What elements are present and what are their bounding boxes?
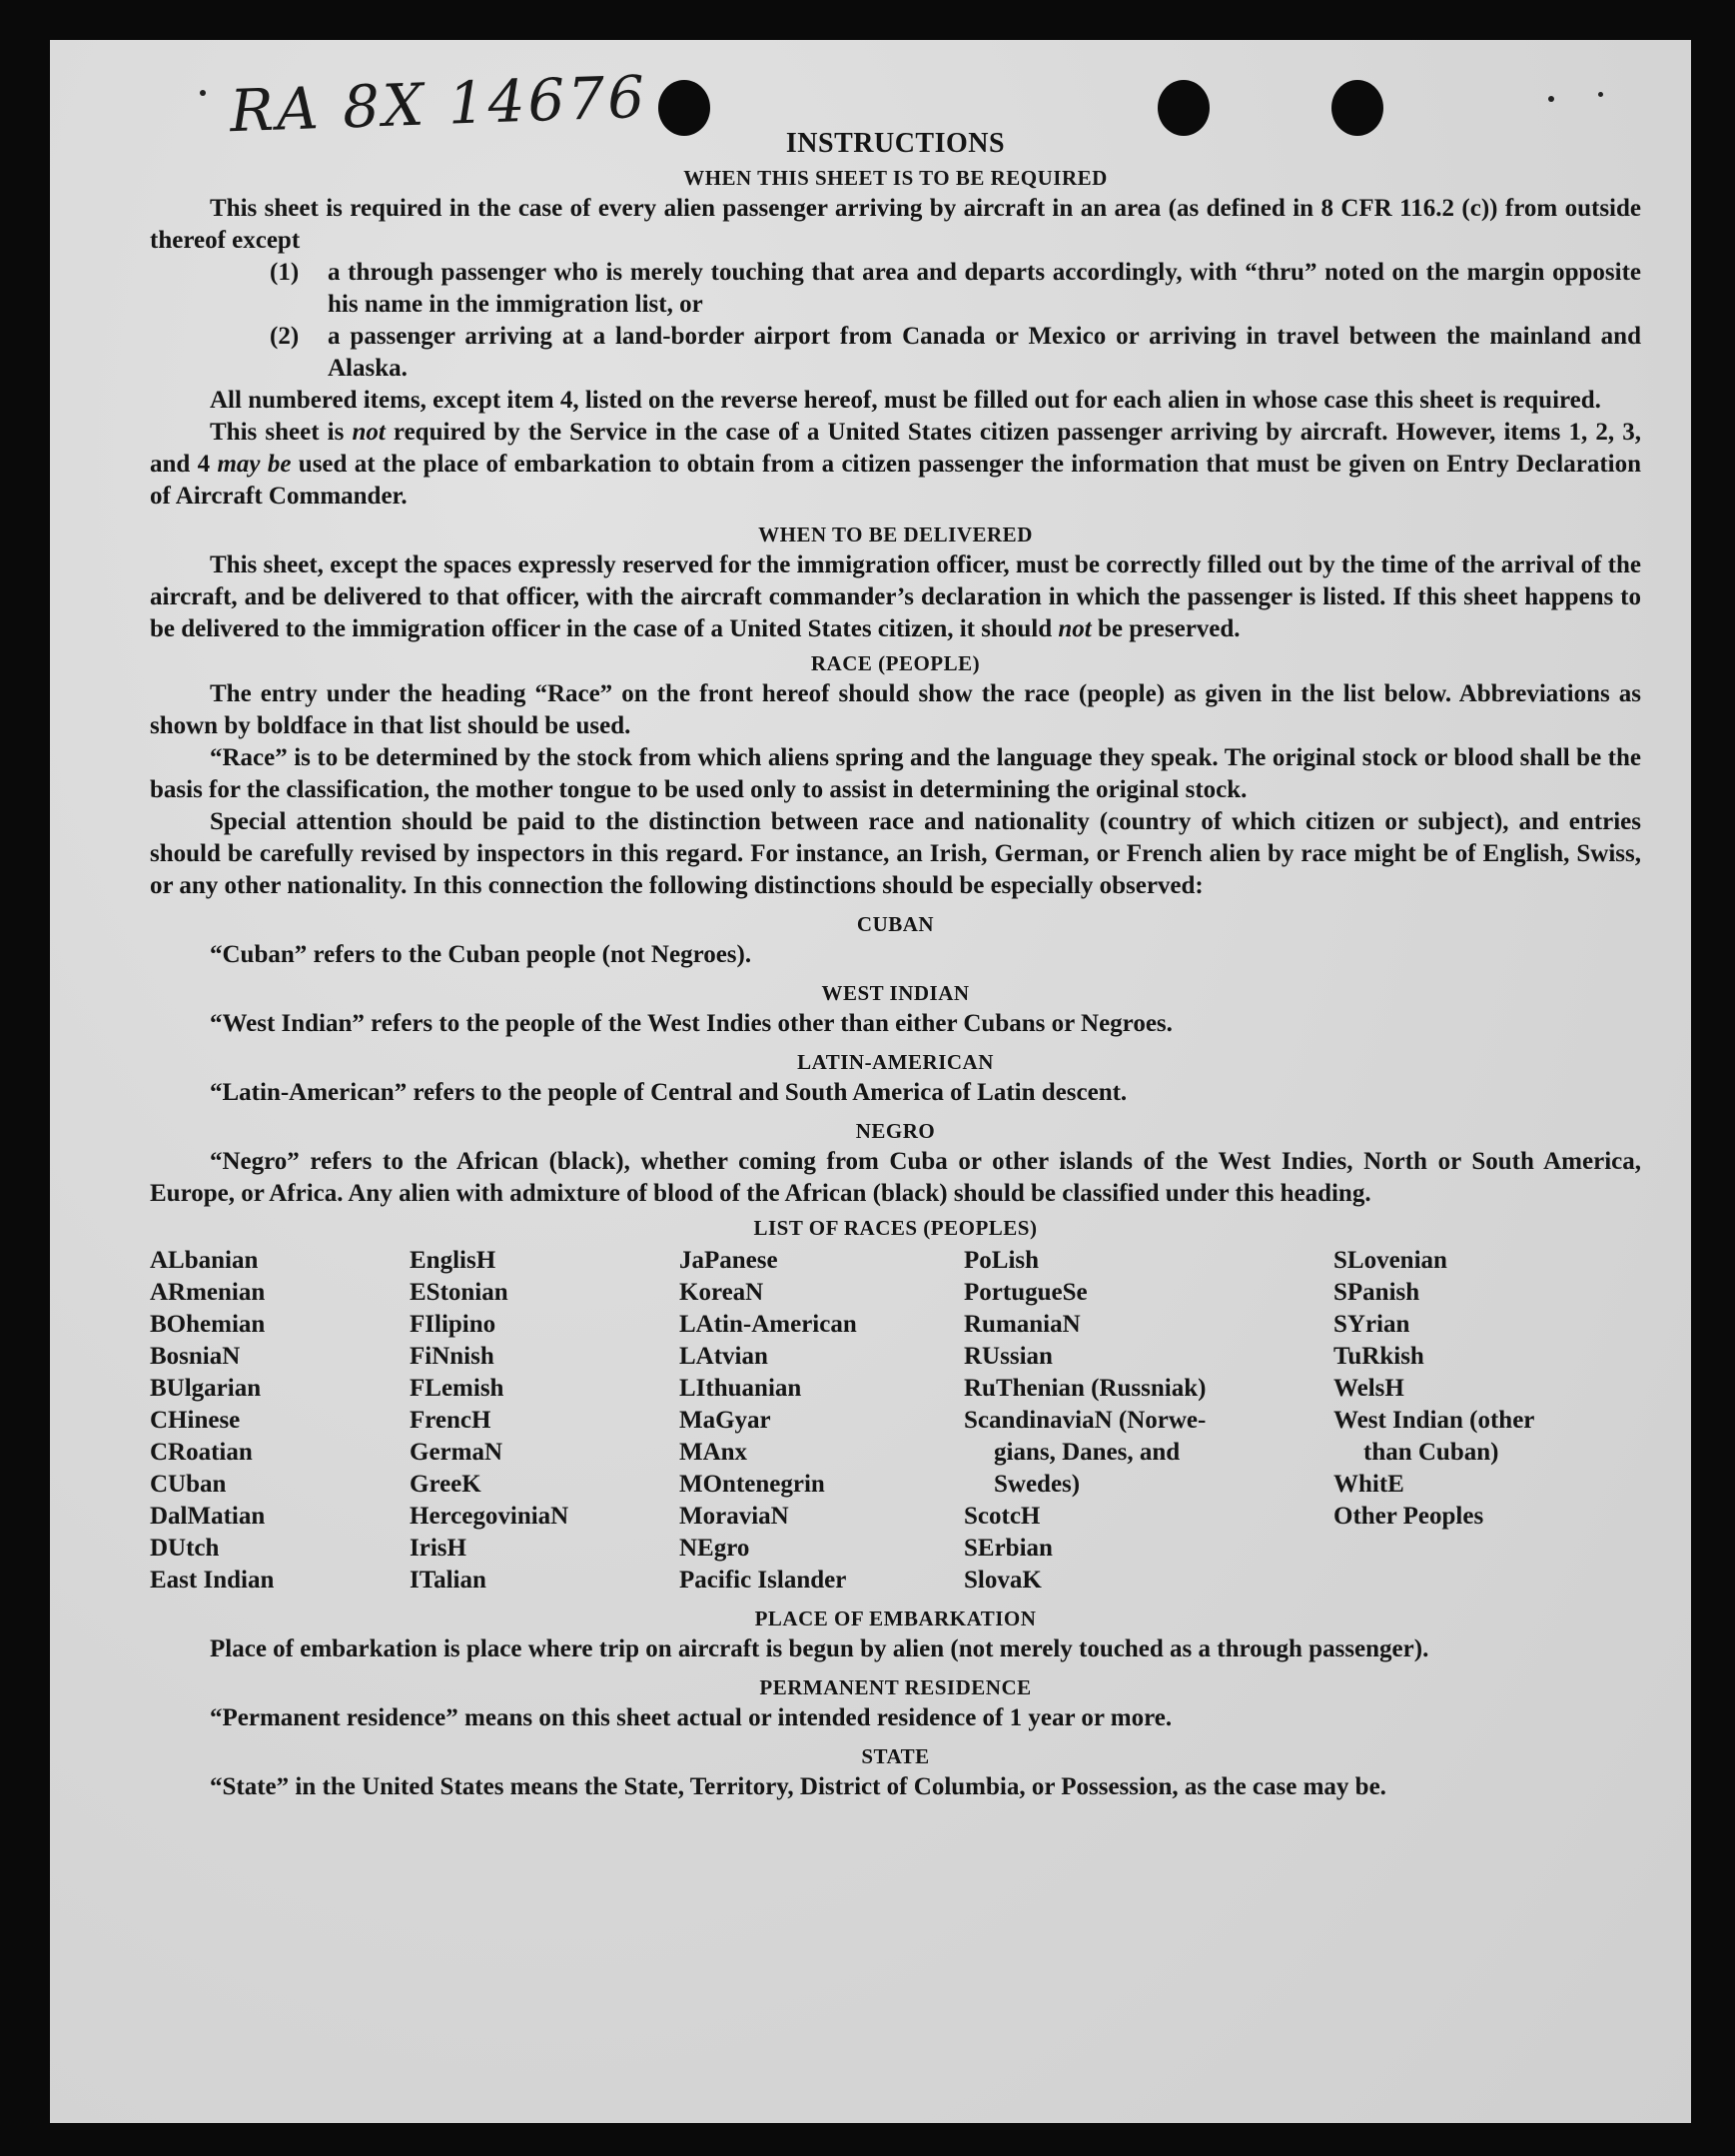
section-heading-delivered: WHEN TO BE DELIVERED [758, 523, 1033, 546]
race-entry: SlovaK [964, 1567, 1042, 1594]
race-entry: PoLish [964, 1247, 1040, 1274]
exception-text: a passenger arriving at a land-border airport from Canada or Mexico or arriving in travel between the mainland and Alaska. [328, 323, 1641, 382]
race-entry: BUlgarian [150, 1375, 262, 1402]
section-heading-embarkation: PLACE OF EMBARKATION [754, 1607, 1037, 1630]
race-entry: DUtch [150, 1535, 220, 1562]
delivered-paragraph: This sheet, except the spaces expressly reserved for the immigration officer, must be correctly filled out by the time of the arrival of the aircraft, and be delivered to that officer, with the aircraft commander’s declaration in which the passenger is listed. If this sheet happens to be delivered to the immigration officer in the case of a United States citizen, it should not be preserved. [150, 551, 1641, 642]
race-entry: CUban [150, 1471, 227, 1498]
section-heading-required: WHEN THIS SHEET IS TO BE REQUIRED [683, 166, 1108, 190]
race-entry: ITalian [410, 1567, 486, 1594]
exception-number: (2) [270, 323, 300, 350]
residence-definition: “Permanent residence” means on this sheet actual or intended residence of 1 year or more. [210, 1704, 1173, 1731]
negro-definition: “Negro” refers to the African (black), whether coming from Cuba or other islands of the West Indies, North or South America, Europe, or Africa. Any alien with admixture of blood of the African (black) should be classified under this heading. [150, 1148, 1641, 1207]
citizen-paragraph: This sheet is not required by the Service in the case of a United States citizen passenger arriving by aircraft. However, items 1, 2, 3, and 4 may be used at the place of embarkation to obtain from a citizen passenger the information that must be given on Entry Declaration of Aircraft Commander. [150, 419, 1642, 510]
race-paragraph-2: “Race” is to be determined by the stock from which aliens spring and the language they speak. The original stock or blood shall be the basis for the classification, the mother tongue to be used only to assist in determining the original stock. [150, 744, 1641, 803]
race-paragraph-3: Special attention should be paid to the distinction between race and nationality (country of which citizen or subject), and entries should be carefully revised by inspectors in this regard. For instance, an Irish, German, or French alien by race might be of English, Swiss, or any other nationality. In this connection the following distinctions should be especially observed: [150, 808, 1641, 899]
race-entry: Pacific Islander [679, 1567, 847, 1594]
race-entry: SLovenian [1333, 1247, 1447, 1274]
race-entry: RUssian [964, 1343, 1053, 1370]
section-heading-cuban: CUBAN [856, 912, 935, 936]
race-entry: MoraviaN [679, 1503, 789, 1530]
race-entry: TuRkish [1333, 1343, 1424, 1370]
races-column-5 [1333, 1245, 1641, 1597]
race-entry: ScandinaviaN (Norwe- [964, 1407, 1207, 1434]
west-indian-definition: “West Indian” refers to the people of the West Indies other than either Cubans or Negroes. [210, 1010, 1173, 1037]
race-entry: NEgro [679, 1535, 750, 1562]
race-entry: HercegoviniaN [410, 1503, 569, 1530]
race-entry: PortugueSe [964, 1279, 1088, 1306]
state-definition: “State” in the United States means the State, Territory, District of Columbia, or Possession, as the case may be. [210, 1773, 1386, 1800]
race-entry: FrencH [410, 1407, 491, 1434]
race-entry: WhitE [1333, 1471, 1404, 1498]
race-entry: LIthuanian [679, 1375, 802, 1402]
race-entry: RuThenian (Russniak) [964, 1375, 1207, 1402]
race-entry: GreeK [410, 1471, 481, 1498]
races-column-2 [410, 1245, 679, 1597]
race-entry: WelsH [1333, 1375, 1404, 1402]
instructions-content [150, 128, 1641, 1803]
race-entry: West Indian (other [1333, 1407, 1535, 1434]
race-entry: SPanish [1333, 1279, 1420, 1306]
section-heading-race: RACE (PEOPLE) [810, 651, 981, 675]
page-title: INSTRUCTIONS [785, 128, 1006, 159]
dust-speck [200, 90, 206, 96]
race-entry: SYrian [1333, 1311, 1410, 1338]
dust-speck [1598, 92, 1603, 97]
race-entry: FIlipino [410, 1311, 496, 1338]
race-entry: ScotcH [964, 1503, 1041, 1530]
section-heading-negro: NEGRO [855, 1119, 936, 1143]
race-entry: JaPanese [679, 1247, 778, 1274]
race-entry: MOntenegrin [679, 1471, 825, 1498]
dust-speck [1548, 96, 1554, 102]
section-heading-state: STATE [861, 1744, 930, 1768]
latin-american-definition: “Latin-American” refers to the people of Central and South America of Latin descent. [210, 1079, 1128, 1106]
race-entry: Other Peoples [1333, 1503, 1484, 1530]
race-entry: SErbian [964, 1535, 1053, 1562]
race-entry-continuation: gians, Danes, and [994, 1439, 1181, 1466]
document-page [50, 40, 1691, 2123]
numbered-items-paragraph: All numbered items, except item 4, listed on the reverse hereof, must be filled out for each alien in whose case this sheet is required. [210, 387, 1601, 414]
race-entry: IrisH [410, 1535, 466, 1562]
section-heading-west-indian: WEST INDIAN [821, 981, 970, 1005]
exception-text: a through passenger who is merely touching that area and departs accordingly, with “thru” noted on the margin opposite his name in the immigration list, or [328, 259, 1641, 318]
required-intro: This sheet is required in the case of every alien passenger arriving by aircraft in an area (as defined in 8 CFR 116.2 (c)) from outside thereof except [150, 195, 1641, 254]
race-entry: East Indian [150, 1567, 275, 1594]
section-heading-list-of-races: LIST OF RACES (PEOPLES) [753, 1216, 1038, 1240]
section-heading-latin-american: LATIN-AMERICAN [797, 1050, 994, 1074]
race-entry: MAnx [679, 1439, 748, 1466]
race-entry: FiNnish [410, 1343, 494, 1370]
exception-number: (1) [270, 259, 300, 286]
race-entry: ALbanian [150, 1247, 259, 1274]
exception-item [270, 257, 1641, 321]
race-entry: EnglisH [410, 1247, 496, 1274]
race-paragraph-1: The entry under the heading “Race” on the front hereof should show the race (people) as given in the list below. Abbreviations as shown by boldface in that list should be used. [150, 680, 1641, 739]
section-heading-residence: PERMANENT RESIDENCE [759, 1675, 1032, 1699]
race-entry: DalMatian [150, 1503, 266, 1530]
embarkation-definition: Place of embarkation is place where trip on aircraft is begun by alien (not merely touched as a through passenger). [210, 1635, 1429, 1662]
race-entry: BosniaN [150, 1343, 241, 1370]
races-column-4 [964, 1245, 1333, 1597]
race-entry: CRoatian [150, 1439, 253, 1466]
race-entry: FLemish [410, 1375, 504, 1402]
race-entry: BOhemian [150, 1311, 266, 1338]
race-entry: ARmenian [150, 1279, 266, 1306]
race-entry: EStonian [410, 1279, 508, 1306]
cuban-definition: “Cuban” refers to the Cuban people (not Negroes). [210, 941, 752, 968]
exception-item [270, 321, 1641, 385]
race-entry: GermaN [410, 1439, 503, 1466]
race-entry: LAtin-American [679, 1311, 857, 1338]
race-entry: KoreaN [679, 1279, 764, 1306]
handwritten-file-number: RA 8X 14676 [228, 62, 649, 146]
race-entry: LAtvian [679, 1343, 768, 1370]
race-entry: CHinese [150, 1407, 241, 1434]
races-column-3 [679, 1245, 964, 1597]
race-entry-continuation: than Cuban) [1363, 1439, 1499, 1466]
race-entry: RumaniaN [964, 1311, 1081, 1338]
race-entry: MaGyar [679, 1407, 771, 1434]
races-list [150, 1245, 1641, 1597]
race-entry-continuation: Swedes) [994, 1471, 1081, 1498]
races-column-1 [150, 1245, 410, 1597]
